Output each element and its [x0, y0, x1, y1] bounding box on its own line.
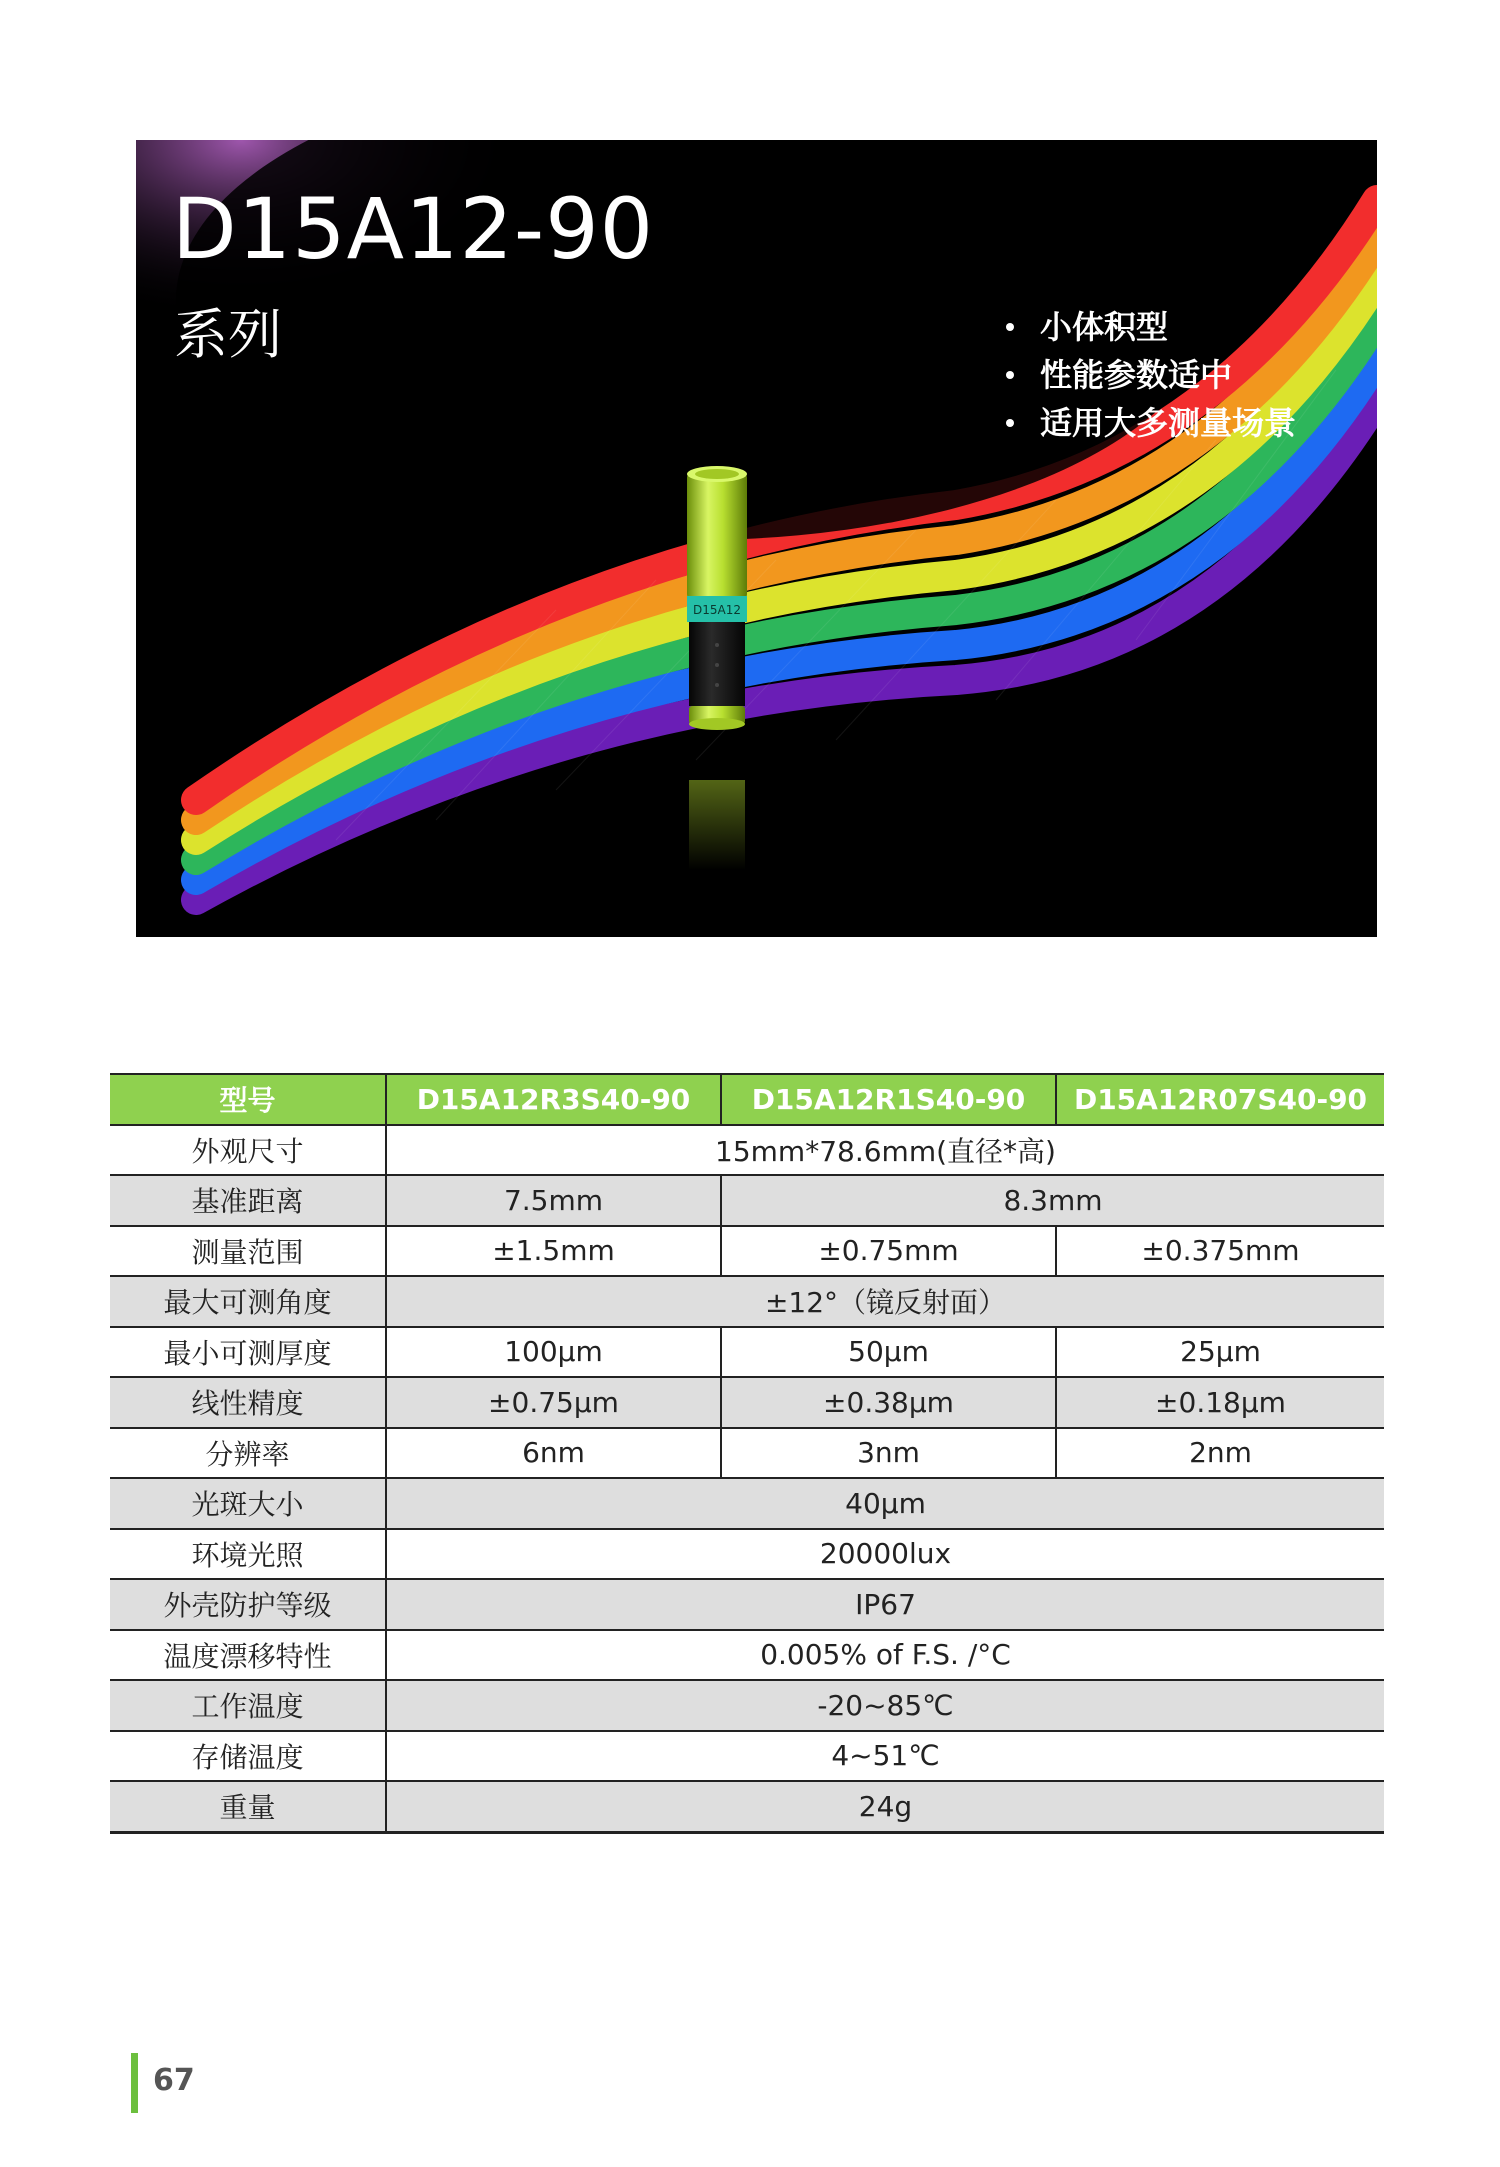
table-cell: 3nm	[721, 1428, 1056, 1479]
table-row	[110, 1175, 1384, 1226]
table-row	[110, 1428, 1384, 1479]
table-cell: 25μm	[1056, 1327, 1384, 1378]
bullet-icon	[1006, 323, 1014, 331]
row-label: 温度漂移特性	[110, 1630, 386, 1681]
feature-item: 小体积型	[1006, 303, 1296, 351]
series-subtitle: 系列	[174, 303, 282, 366]
product-label: D15A12	[693, 603, 741, 617]
table-row	[110, 1781, 1384, 1832]
table-row	[110, 1327, 1384, 1378]
header-cell-r1: D15A12R1S40-90	[721, 1074, 1056, 1125]
row-label: 测量范围	[110, 1226, 386, 1277]
table-cell: -20~85℃	[386, 1680, 1384, 1731]
table-cell: 6nm	[386, 1428, 721, 1479]
table-row	[110, 1680, 1384, 1731]
table-cell: ±0.38μm	[721, 1377, 1056, 1428]
row-label: 最大可测角度	[110, 1276, 386, 1327]
row-label: 线性精度	[110, 1377, 386, 1428]
row-label: 环境光照	[110, 1529, 386, 1580]
table-cell: 15mm*78.6mm(直径*高)	[386, 1125, 1384, 1176]
row-label: 分辨率	[110, 1428, 386, 1479]
table-cell: 2nm	[1056, 1428, 1384, 1479]
table-row	[110, 1529, 1384, 1580]
table-cell: ±0.75μm	[386, 1377, 721, 1428]
table-cell: 40μm	[386, 1478, 1384, 1529]
page-number: 67	[153, 2063, 195, 2098]
table-row	[110, 1125, 1384, 1176]
table-cell: 4~51℃	[386, 1731, 1384, 1782]
table-row	[110, 1226, 1384, 1277]
table-row	[110, 1276, 1384, 1327]
table-cell: ±0.18μm	[1056, 1377, 1384, 1428]
row-label: 外壳防护等级	[110, 1579, 386, 1630]
feature-list	[1006, 303, 1296, 447]
header-cell-r3: D15A12R3S40-90	[386, 1074, 721, 1125]
table-cell: 8.3mm	[721, 1175, 1384, 1226]
feature-item: 适用大多测量场景	[1006, 399, 1296, 447]
table-cell: 100μm	[386, 1327, 721, 1378]
table-row	[110, 1377, 1384, 1428]
table-cell: 7.5mm	[386, 1175, 721, 1226]
hero-banner	[136, 140, 1377, 937]
table-row	[110, 1630, 1384, 1681]
product-sensor-image	[687, 466, 747, 870]
table-cell: ±12°（镜反射面）	[386, 1276, 1384, 1327]
table-cell: 0.005% of F.S. /°C	[386, 1630, 1384, 1681]
header-cell-r07: D15A12R07S40-90	[1056, 1074, 1384, 1125]
table-cell: ±0.75mm	[721, 1226, 1056, 1277]
table-row	[110, 1731, 1384, 1782]
row-label: 光斑大小	[110, 1478, 386, 1529]
row-label: 存储温度	[110, 1731, 386, 1782]
product-series-title: D15A12-90	[172, 180, 655, 278]
row-label: 重量	[110, 1781, 386, 1832]
bullet-icon	[1006, 371, 1014, 379]
table-row	[110, 1478, 1384, 1529]
row-label: 最小可测厚度	[110, 1327, 386, 1378]
table-cell: ±0.375mm	[1056, 1226, 1384, 1277]
feature-item: 性能参数适中	[1006, 351, 1296, 399]
row-label: 工作温度	[110, 1680, 386, 1731]
header-cell-model: 型号	[110, 1074, 386, 1125]
table-cell: IP67	[386, 1579, 1384, 1630]
spec-table	[110, 1073, 1384, 1834]
table-row	[110, 1579, 1384, 1630]
table-cell: ±1.5mm	[386, 1226, 721, 1277]
row-label: 外观尺寸	[110, 1125, 386, 1176]
table-cell: 50μm	[721, 1327, 1056, 1378]
bullet-icon	[1006, 419, 1014, 427]
table-header-row	[110, 1074, 1384, 1125]
page-number-accent-bar	[131, 2053, 138, 2113]
table-cell: 24g	[386, 1781, 1384, 1832]
row-label: 基准距离	[110, 1175, 386, 1226]
table-cell: 20000lux	[386, 1529, 1384, 1580]
